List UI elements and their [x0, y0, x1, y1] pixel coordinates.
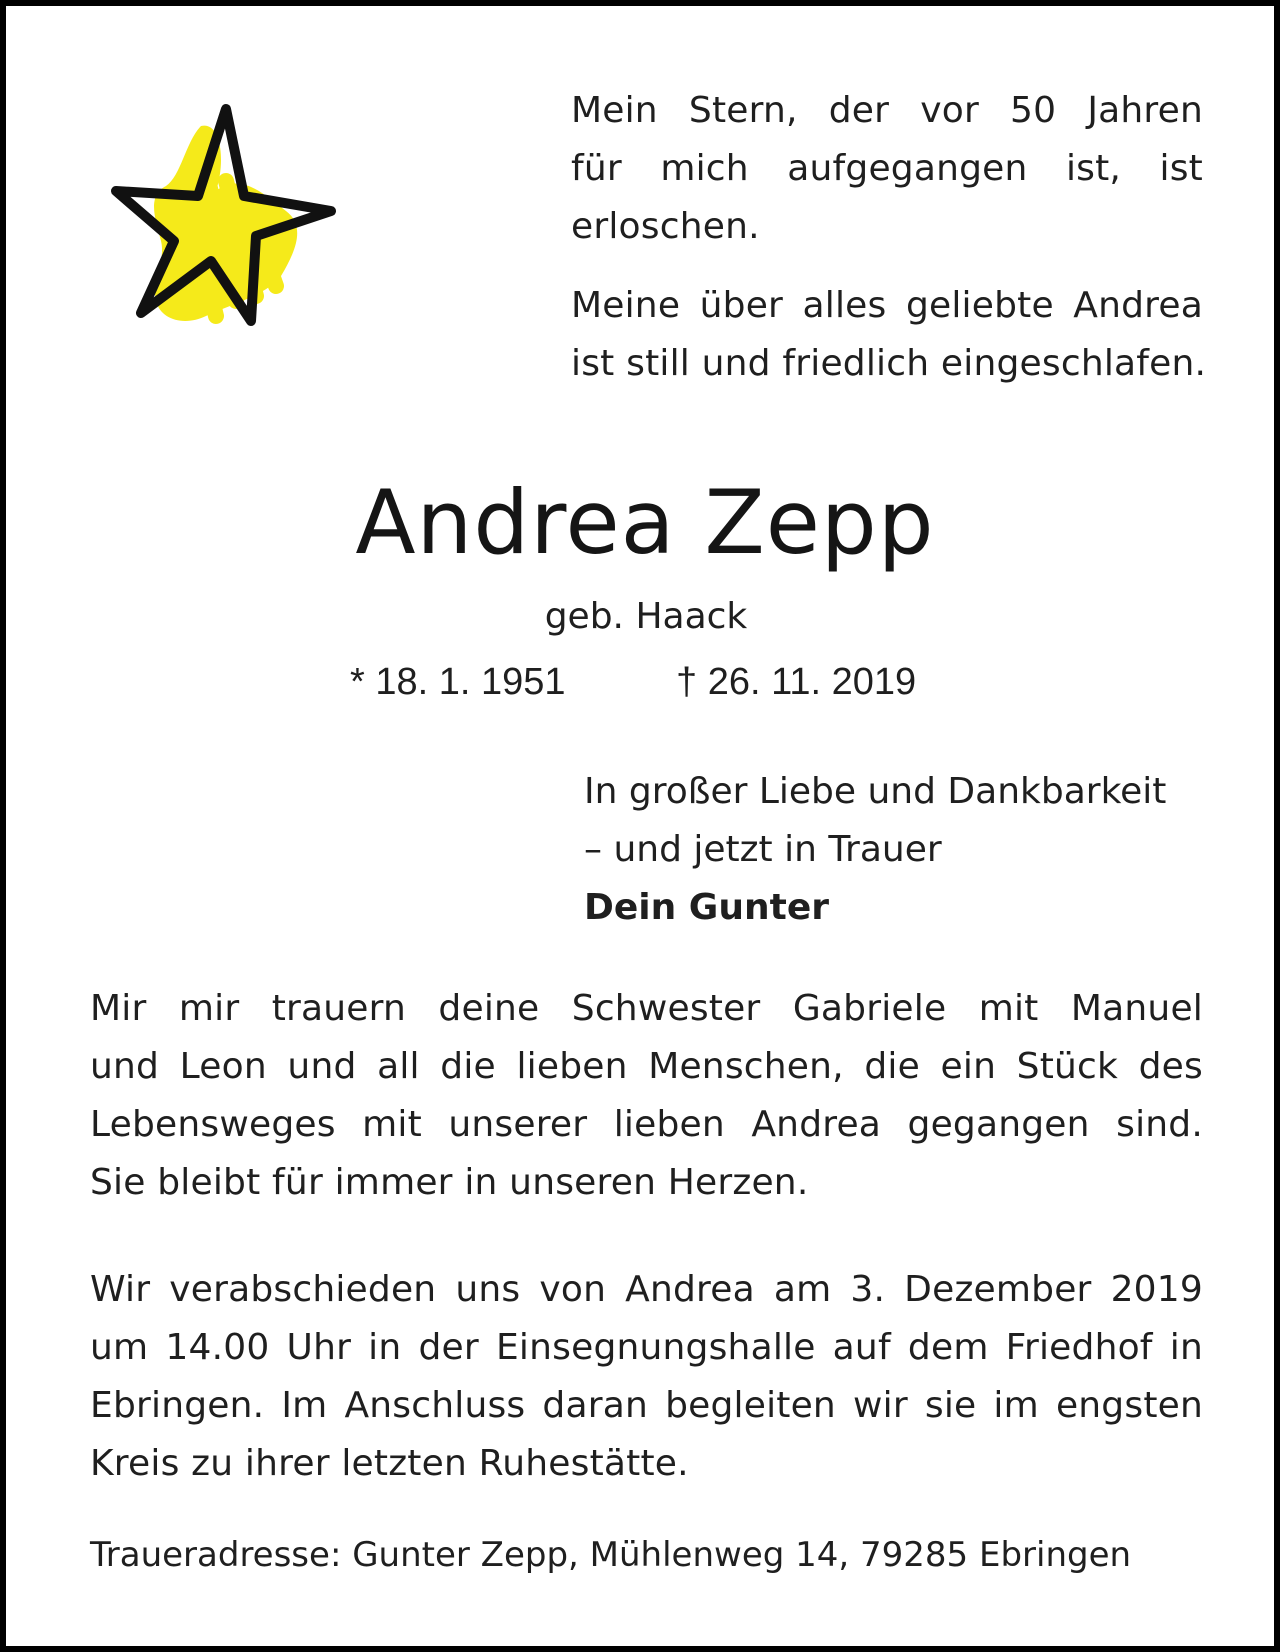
intro-line: ist still und friedlich eingeschlafen.	[571, 343, 1207, 384]
paragraph-line: Ebringen. Im Anschluss daran begleiten wir sie im engsten	[90, 1385, 1203, 1426]
closing-line: – und jetzt in Trauer	[584, 829, 942, 870]
deceased-name-text: Andrea Zepp	[355, 471, 935, 574]
paragraph-line: Sie bleibt für immer in unseren Herzen.	[90, 1162, 809, 1203]
mourners-paragraph	[90, 980, 1203, 1212]
intro-verse	[571, 82, 1207, 393]
death-date: † 26. 11. 2019	[676, 661, 917, 703]
paragraph-line: Kreis zu ihrer letzten Ruhestätte.	[90, 1443, 689, 1484]
intro-line: erloschen.	[571, 206, 760, 247]
funeral-paragraph	[90, 1261, 1203, 1493]
deceased-name	[6, 468, 1280, 578]
intro-line: für mich aufgegangen ist, ist	[571, 148, 1203, 189]
birth-date: * 18. 1. 1951	[350, 661, 566, 703]
star-icon	[106, 101, 346, 341]
paragraph-line: Lebensweges mit unserer lieben Andrea gegangen sind.	[90, 1104, 1203, 1145]
paragraph-line: und Leon und all die lieben Menschen, die ein Stück des	[90, 1046, 1203, 1087]
closing-line: In großer Liebe und Dankbarkeit	[584, 771, 1167, 812]
closing-lines	[584, 763, 1166, 937]
intro-line: Meine über alles geliebte Andrea	[571, 285, 1203, 326]
paragraph-line: Wir verabschieden uns von Andrea am 3. Dezember 2019	[90, 1269, 1203, 1310]
birth-name: geb. Haack	[544, 596, 748, 637]
intro-line: Mein Stern, der vor 50 Jahren	[571, 90, 1203, 131]
paragraph-line: Mir mir trauern deine Schwester Gabriele mit Manuel	[90, 988, 1203, 1029]
signature: Dein Gunter	[584, 887, 829, 928]
mourning-address: Traueradresse: Gunter Zepp, Mühlenweg 14, 79285 Ebringen	[90, 1535, 1132, 1575]
paragraph-line: um 14.00 Uhr in der Einsegnungshalle auf dem Friedhof in	[90, 1327, 1203, 1368]
